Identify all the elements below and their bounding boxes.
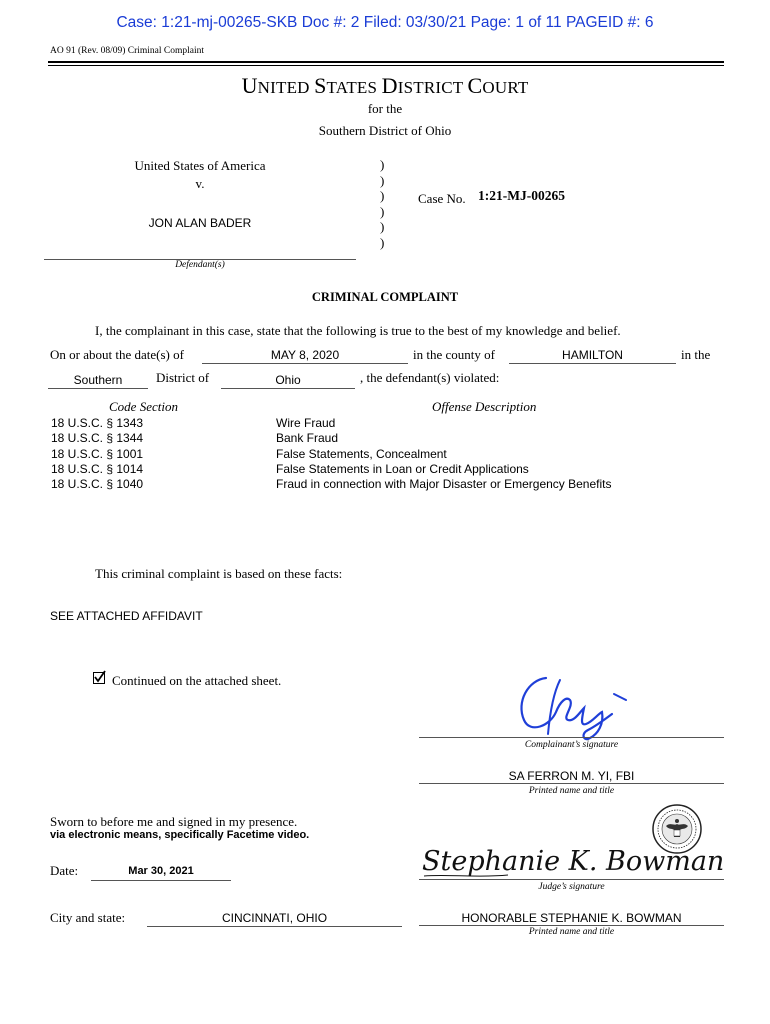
form-identifier: AO 91 (Rev. 08/09) Criminal Complaint xyxy=(50,46,205,56)
date-prefix: On or about the date(s) of xyxy=(50,347,184,362)
caption-parens: ) ) ) ) ) ) xyxy=(380,157,385,250)
offense-list xyxy=(276,416,611,492)
header-rule-thin xyxy=(48,65,724,66)
complainant-signature-line xyxy=(419,737,724,738)
district-name: Southern District of Ohio xyxy=(318,123,452,138)
header-rule xyxy=(48,61,724,63)
district-value: Southern xyxy=(48,373,148,389)
sworn-method: via electronic means, specifically Facetime video. xyxy=(50,829,310,841)
city-state-label: City and state: xyxy=(50,910,126,925)
county-value: HAMILTON xyxy=(509,348,676,364)
offense-row: False Statements in Loan or Credit Applications xyxy=(276,461,529,476)
case-header-stamp: Case: 1:21-mj-00265-SKB Doc #: 2 Filed: 03/30/21 Page: 1 of 11 PAGEID #: 6 xyxy=(116,14,654,31)
judge-signature-icon xyxy=(418,838,725,882)
case-no-label: Case No. xyxy=(418,191,466,206)
date-value: Mar 30, 2021 xyxy=(91,865,231,881)
defendant-name: JON ALAN BADER xyxy=(148,216,252,230)
judge-signature-label: Judge’s signature xyxy=(538,882,605,892)
plaintiff: United States of America xyxy=(134,158,266,173)
judge-name-line xyxy=(419,925,724,926)
code-section-list xyxy=(51,416,143,492)
complainant-name: SA FERRON M. YI, FBI xyxy=(508,769,635,783)
code-row: 18 U.S.C. § 1014 xyxy=(51,461,144,476)
sworn-statement: Sworn to before me and signed in my presence. xyxy=(50,814,298,829)
judge-signature-text: Stephanie K. Bowman xyxy=(422,846,725,877)
offense-row: False Statements, Concealment xyxy=(276,446,447,461)
offense-row: Wire Fraud xyxy=(276,416,336,430)
complainant-signature-icon xyxy=(510,672,634,746)
offense-row: Bank Fraud xyxy=(276,431,339,446)
facts-value: SEE ATTACHED AFFIDAVIT xyxy=(50,609,203,623)
checkmark-icon xyxy=(93,670,107,684)
offense-date: MAY 8, 2020 xyxy=(202,348,408,364)
state-value: Ohio xyxy=(221,373,355,389)
code-row: 18 U.S.C. § 1344 xyxy=(51,431,144,446)
judge-signature-line xyxy=(419,879,724,880)
offense-description-header: Offense Description xyxy=(432,399,537,414)
complaint-heading: CRIMINAL COMPLAINT xyxy=(311,290,459,304)
code-row: 18 U.S.C. § 1343 xyxy=(51,416,144,430)
complainant-name-label: Printed name and title xyxy=(528,786,615,796)
continued-label: Continued on the attached sheet. xyxy=(112,673,282,688)
in-the: in the xyxy=(681,347,711,362)
complainant-name-line xyxy=(419,783,724,784)
offense-row: Fraud in connection with Major Disaster or Emergency Benefits xyxy=(276,477,612,492)
county-prefix: in the county of xyxy=(413,347,495,362)
court-title: UNITED STATES DISTRICT COURT xyxy=(241,73,529,98)
judge-name-label: Printed name and title xyxy=(528,927,615,937)
district-of: District of xyxy=(156,370,210,385)
case-number: 1:21-MJ-00265 xyxy=(478,188,565,203)
code-section-header: Code Section xyxy=(109,399,178,414)
facts-intro: This criminal complaint is based on these facts: xyxy=(95,566,343,581)
date-label: Date: xyxy=(50,863,79,878)
complaint-intro: I, the complainant in this case, state that the following is true to the best of my knowledge and belief. xyxy=(95,323,621,338)
for-the: for the xyxy=(367,101,403,116)
code-row: 18 U.S.C. § 1001 xyxy=(51,446,144,461)
defendant-label: Defendant(s) xyxy=(175,260,225,270)
continued-checkbox[interactable] xyxy=(93,672,105,684)
complainant-signature-label: Complainant’s signature xyxy=(524,740,619,750)
violated-text: , the defendant(s) violated: xyxy=(360,370,500,385)
code-row: 18 U.S.C. § 1040 xyxy=(51,477,144,492)
versus: v. xyxy=(195,176,205,191)
city-state-value: CINCINNATI, OHIO xyxy=(147,911,402,927)
judge-name: HONORABLE STEPHANIE K. BOWMAN xyxy=(461,911,682,925)
